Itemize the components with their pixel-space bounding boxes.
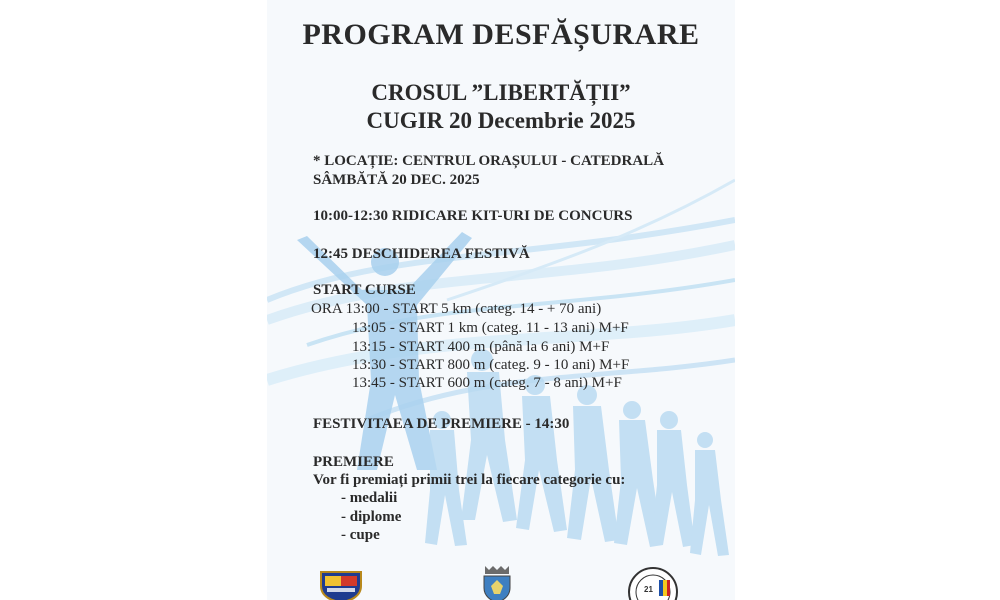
opening-ceremony: 12:45 DESCHIDEREA FESTIVĂ (313, 246, 530, 262)
prize-item: - diplome (341, 509, 402, 525)
race-line: ORA 13:00 - START 5 km (categ. 14 - + 70 ani) (311, 301, 602, 317)
event-name: CROSUL ”LIBERTĂȚII” (371, 80, 631, 105)
association-round-logo (627, 566, 679, 600)
race-line: 13:30 - START 800 m (categ. 9 - 10 ani) M+F (352, 357, 630, 373)
start-heading: START CURSE (313, 282, 416, 298)
club-crest-logo (319, 570, 363, 600)
kit-pickup: 10:00-12:30 RIDICARE KIT-URI DE CONCURS (313, 208, 633, 224)
poster-title: PROGRAM DESFĂȘURARE (302, 18, 700, 51)
race-line: 13:05 - START 1 km (categ. 11 - 13 ani) M+F (352, 320, 629, 336)
prize-item: - cupe (341, 527, 380, 543)
prizes-heading: PREMIERE (313, 454, 394, 470)
event-place-date: CUGIR 20 Decembrie 2025 (366, 108, 636, 133)
location-line-2: SÂMBĂTĂ 20 DEC. 2025 (313, 172, 480, 188)
poster (267, 0, 735, 600)
town-coat-of-arms-logo (481, 566, 513, 600)
race-line: 13:45 - START 600 m (categ. 7 - 8 ani) M+F (352, 375, 622, 391)
race-line: 13:15 - START 400 m (până la 6 ani) M+F (352, 339, 610, 355)
association-number: 21 (644, 585, 653, 594)
prizes-intro: Vor fi premiați primii trei la fiecare categorie cu: (313, 472, 626, 488)
location-line-1: * LOCAȚIE: CENTRUL ORAȘULUI - CATEDRALĂ (313, 153, 665, 169)
awards-ceremony: FESTIVITAEA DE PREMIERE - 14:30 (313, 416, 570, 432)
prize-item: - medalii (341, 490, 398, 506)
